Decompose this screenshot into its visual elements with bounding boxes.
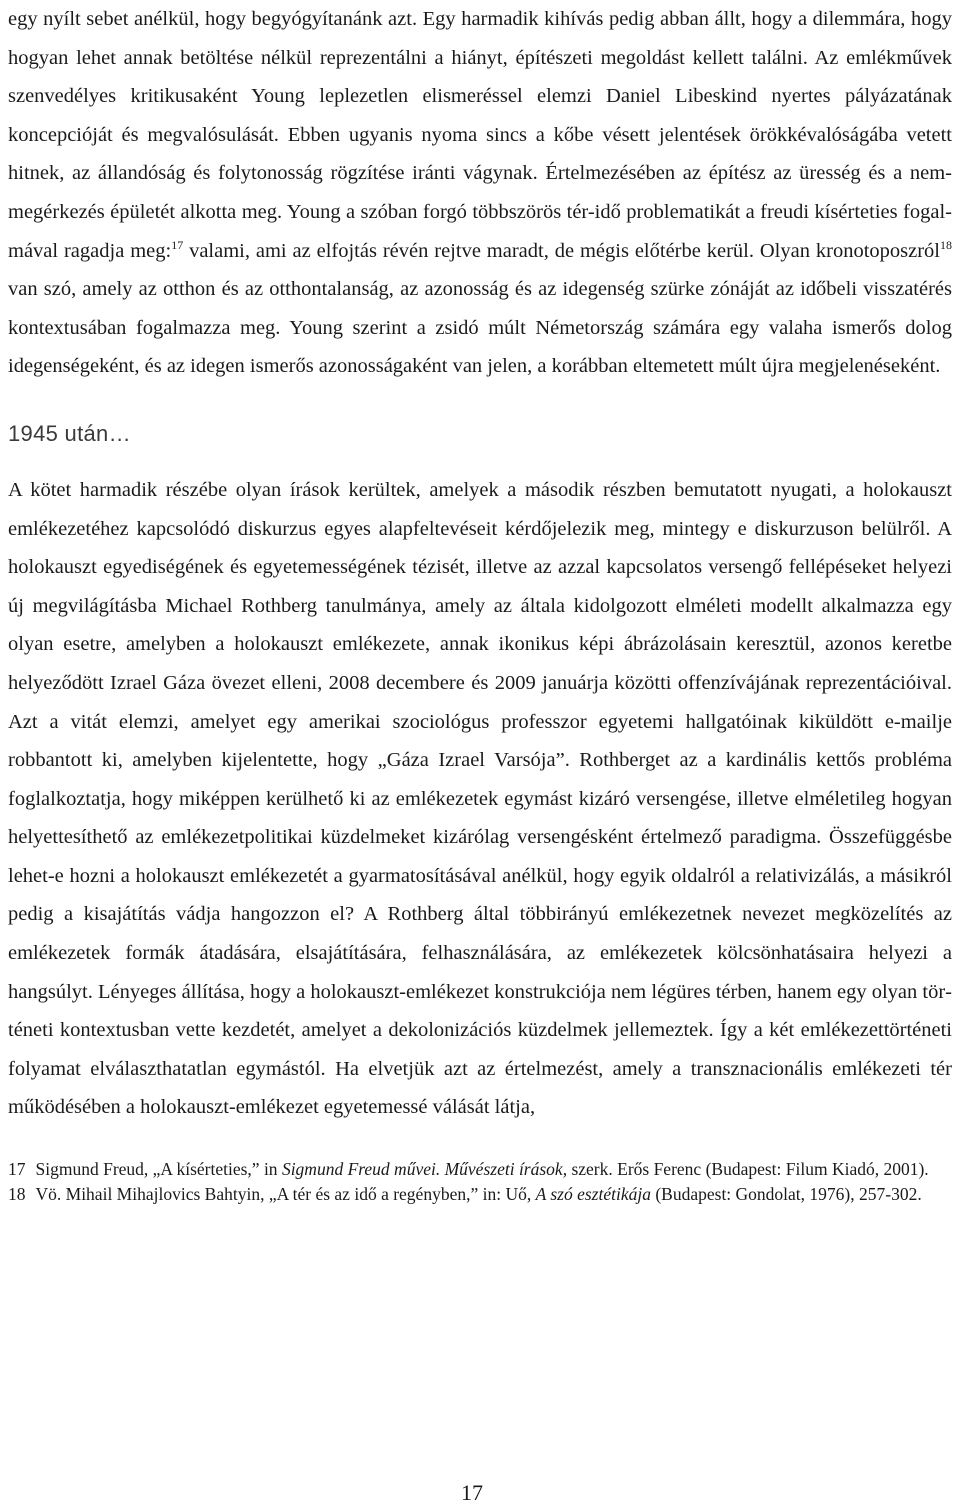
paragraph-1-text-b: valami, ami az elfojtás révén rejtve maradt, de mégis előtérbe kerül. Olyan kronotoposzról [183, 239, 940, 262]
page-number: 17 [461, 1480, 483, 1505]
footnote-text: Vö. Mihail Mihajlovics Bahtyin, „A tér és az idő a regényben,” in: Uő, [35, 1184, 536, 1205]
footnote-text: szerk. Erős Ferenc (Budapest: Filum Kiadó, 2001). [567, 1159, 929, 1180]
footnote-18 [8, 1182, 952, 1207]
footnote-ref-17: 17 [171, 237, 184, 252]
page-body [8, 0, 952, 1207]
footnote-text: (Budapest: Gondolat, 1976), 257-302. [650, 1184, 922, 1205]
footnote-text: Sigmund Freud, „A kísérteties,” in [35, 1159, 282, 1180]
paragraph-1-text-a: egy nyílt sebet anélkül, hogy begyógyítanánk azt. Egy harmadik kihívás pedig abban állt, hogy a dilemmára, hogy hogyan lehet annak betöltése nélkül reprezentálni a hiányt, építészeti megoldást kellett találni. Az emlékművek szenvedélyes kritikusaként Young leplezetlen elismeréssel elemzi Daniel Libeskind nyertes pályázatának koncepcióját és megvalósulását. Ebben ugyanis nyoma sincs a kőbe vésett jelentések örökkévalóságába vetett hitnek, az állandóság és folytonosság rögzítése iránti vágynak. Értelmezésében az építész az üresség és a nem-megérkezés épületét alkotta meg. Young a szóban forgó többszörös tér-idő problematikát a freudi kísérteties fogalmával ragadja meg: [8, 8, 952, 262]
footnote-number: 17 [8, 1159, 26, 1180]
footnote-ref-18: 18 [940, 237, 952, 252]
footnote-number: 18 [8, 1184, 26, 1205]
paragraph-2: A kötet harmadik részébe olyan írások kerültek, amelyek a második részben bemutatott nyugati, a holokauszt emlékezetéhez kapcsolódó diskurzus egyes alapfeltevéseit kérdőjelezik meg, mintegy e diskurzuson belülről. A holokauszt egyediségének és egyetemességének tézisét, illetve az azzal kapcsolatos versengő fellépéseket helyezi új megvilágításba Michael Rothberg tanulmánya, amely az általa kidolgozott elméleti modellt alkalmazza egy olyan esetre, amelyben a holokauszt emlékezete, annak ikonikus képi ábrázolásain keresztül, azonos keretbe helyeződött Izrael Gáza övezet elleni, 2008 decembere és 2009 januárja közötti offenzívájának reprezentációival. Azt a vitát elemzi, amelyet egy amerikai szociológus professzor egyetemi hallgatóinak kiküldött e-mailje robbantott ki, amelyben kijelentette, hogy „Gáza Izrael Varsója”. Rothberget az a kardinális kettős probléma foglalkoztatja, hogy miképpen kerülhető ki az emlékezetek egymást kizáró versengése, illetve elméletileg hogyan helyettesíthető az emlékezetpolitikai küzdelmeket kizárólag versengésként értelmező paradigma. Összefüggésbe lehet-e hozni a holokauszt emlékezetét a gyarmatosításával anélkül, hogy egyik oldalról a relativizálás, a másikról pedig a kisajátítás vádja hangozzon el? A Rothberg által többirányú emlékezetnek nevezet megközelítés az emlékezetek formák átadására, elsajátítására, felhasználására, az emlékezetek kölcsönhatásaira helyezi a hangsúlyt. Lényeges állítása, hogy a holokauszt-emlékezet konstrukciója nem légüres térben, hanem egy olyan történeti kontextusban vette kezdetét, amelyet a dekolonizációs küzdelmek jellemeztek. Így a két emlékezettörténeti folyamat elválaszthatatlan egymástól. Ha elvetjük azt az értelmezést, amely a transznacionális emlékezeti tér működésében a holokauszt-emlékezet egyetemessé válását látja, [8, 478, 952, 1119]
paragraph-1 [8, 0, 952, 386]
footnote-17 [8, 1157, 952, 1182]
footnotes [8, 1157, 952, 1207]
paragraph-1-text-c: van szó, amely az otthon és az otthontalanság, az azonosság és az idegenség szürke zónáját az időbeli visszatérés kontextusában fogalmazza meg. Young szerint a zsidó múlt Németország számára egy valaha ismerős dolog idegenségeként, és az idegen ismerős azonosságaként van jelen, a korábban eltemetett múlt újra megjelenéseként. [8, 278, 952, 378]
footnote-title: Sigmund Freud művei. Művészeti írások, [281, 1159, 568, 1180]
section-heading: 1945 után… [8, 420, 131, 446]
footnote-title: A szó esztétikája [535, 1184, 651, 1205]
